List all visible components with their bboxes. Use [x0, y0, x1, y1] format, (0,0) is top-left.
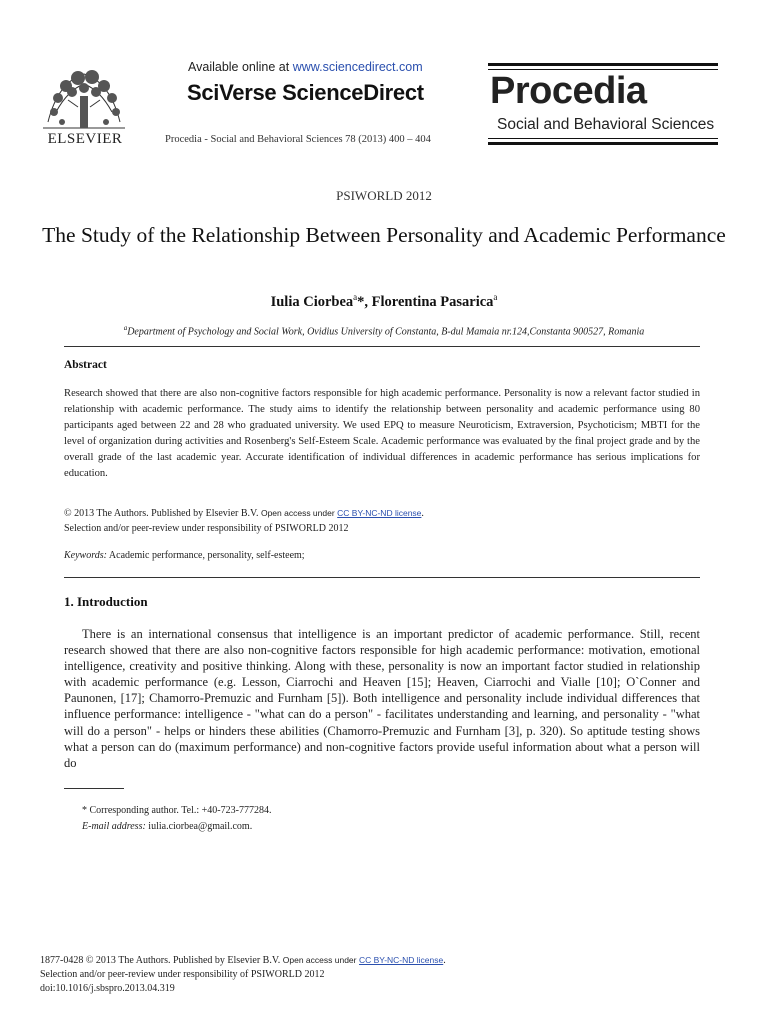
author-affiliation-mark: a	[353, 292, 358, 302]
author-separator: ,	[364, 293, 372, 310]
platform-name: SciVerse ScienceDirect	[187, 80, 424, 105]
peer-review-line: Selection and/or peer-review under responsibility of PSIWORLD 2012	[64, 523, 349, 534]
license-end: .	[421, 508, 424, 519]
author-name: Iulia Ciorbea	[270, 293, 354, 310]
intro-paragraph: There is an international consensus that intelligence is an important predictor of academic performance. Still, recent research showed that there are also non-cognitive factors responsible for high academic performance: motivation, emotional intelligence, creativity and positive thinking. Along with these, personality is now an important factor studied in relationship with academic performance (e.g. Lesson, Ciarrochi and Heaven [15]; Heaven, Ciarrochi and Vialle [10]; O`Conner and Paunonen, [17]; Chamorro-Premuzic and Furnham [5]). Both intelligence and personality include individual differences that influence performance: intelligence - "what can do a person" - facilitates understanding and learning, and personality - "what will do a person" - helps or hinders these abilities (Chamorro-Premuzic and Furnham [3], p. 320). So aptitude testing shows what a person can do (maximum performance) and non-cognitive factors provide useful information about what a person will do	[64, 627, 700, 770]
author-list	[0, 292, 768, 311]
author-affiliation-mark: a	[493, 292, 498, 302]
abstract-text: Research showed that there are also non-cognitive factors responsible for high academic performance. Personality is now a relevant factor studied in relationship with academic performance. The study aims to identify the relationship between personality and academic performance using 80 participants aged between 22 and 28 who graduated university. We used EPQ to measure Neuroticism, Extraversion, Psychoticism; MBTI for the level of organization during activities and Rosenberg's Self-Esteem Scale. Academic performance was evaluated by the final project grade and by the overall grade of the last academic year. Accurate identification of individual differences in academic performance has serious implications for education.	[64, 388, 700, 479]
section-heading: 1. Introduction	[64, 594, 148, 609]
procedia-rule	[488, 138, 718, 139]
journal-subtitle: Social and Behavioral Sciences	[497, 116, 715, 133]
affiliation	[0, 324, 768, 337]
affiliation-mark: a	[123, 324, 128, 332]
affiliation-text: Department of Psychology and Social Work, Ovidius University of Constanta, B-dul Mamaia nr.124,Constanta 900527, Romania	[127, 326, 645, 338]
abstract-heading: Abstract	[64, 359, 107, 371]
paper-title: The Study of the Relationship Between Personality and Academic Performance	[42, 223, 726, 247]
footer-doi[interactable]: doi:10.1016/j.sbspro.2013.04.319	[40, 983, 175, 994]
copyright-line	[64, 508, 424, 519]
availability-prefix: Available online at	[188, 60, 293, 74]
journal-citation: Procedia - Social and Behavioral Sciences 78 (2013) 400 – 404	[165, 134, 431, 145]
corresponding-author-note: * Corresponding author. Tel.: +40-723-777284.	[82, 805, 272, 816]
copyright-text: © 2013 The Authors. Published by Elsevier B.V.	[64, 508, 259, 519]
footnote-divider	[64, 788, 124, 789]
sciencedirect-link[interactable]: www.sciencedirect.com	[292, 60, 423, 74]
divider	[64, 577, 700, 578]
keywords-label: Keywords:	[64, 550, 107, 561]
procedia-rule	[488, 142, 718, 145]
procedia-rule	[488, 63, 718, 66]
email-address[interactable]: iulia.ciorbea@gmail.com.	[148, 821, 253, 832]
footer-peer-review: Selection and/or peer-review under responsibility of PSIWORLD 2012	[40, 969, 325, 980]
author-name: Florentina Pasarica	[371, 293, 494, 310]
keywords-line	[64, 550, 305, 561]
email-label: E-mail address:	[82, 821, 146, 832]
journal-brand: Procedia	[490, 70, 647, 112]
license-link[interactable]: CC BY-NC-ND license	[337, 508, 422, 518]
conference-name: PSIWORLD 2012	[336, 188, 432, 203]
keywords-text: Academic performance, personality, self-esteem;	[108, 550, 305, 561]
footer-open-access: Open access under	[282, 955, 357, 965]
footer-copyright-text: 1877-0428 © 2013 The Authors. Published by Elsevier B.V.	[40, 955, 281, 966]
email-note	[82, 821, 252, 832]
footer-license-end: .	[443, 955, 446, 966]
footer-license-link[interactable]: CC BY-NC-ND license	[359, 955, 444, 965]
publisher-name: ELSEVIER	[47, 131, 123, 147]
divider	[64, 346, 700, 347]
open-access-text: Open access under	[260, 508, 335, 518]
footer-copyright	[40, 955, 446, 966]
corresponding-mark: *	[357, 293, 365, 310]
availability-line	[188, 60, 423, 74]
